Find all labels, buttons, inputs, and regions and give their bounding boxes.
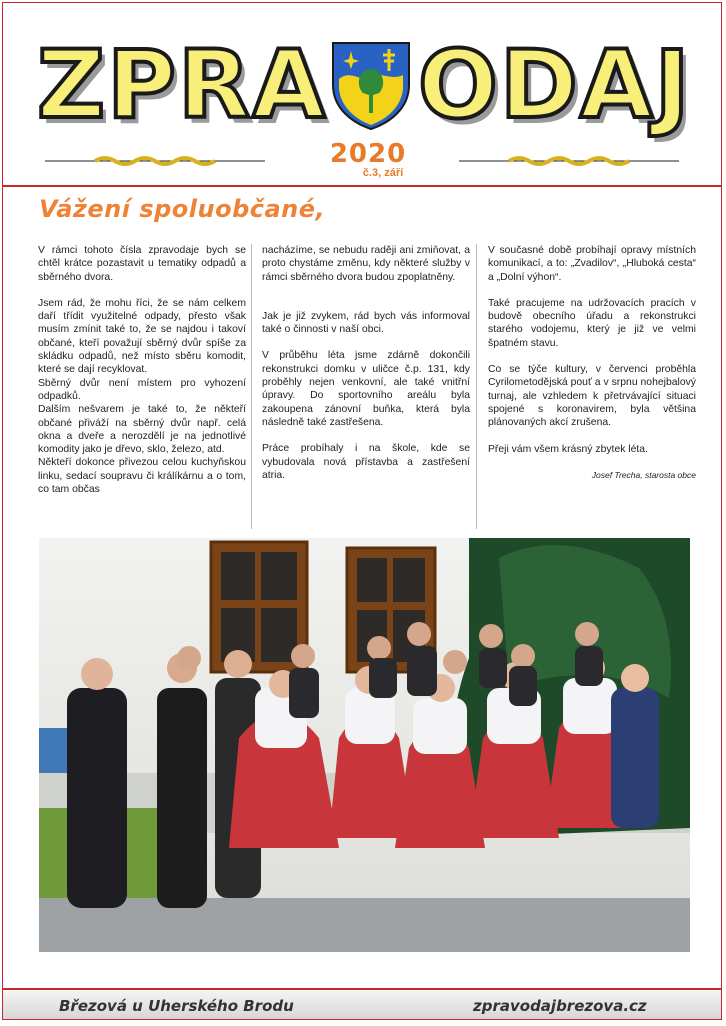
title-left: ZPRA xyxy=(37,31,328,140)
title-right: ODAJ xyxy=(418,31,692,140)
issue-year: 2020 xyxy=(329,139,407,169)
paragraph: Práce probíhaly i na škole, kde se vybudovala nová přístavba a zastřešení atria. xyxy=(262,443,470,481)
paragraph: V rámci tohoto čísla zpravodaje bych se chtěl krátce pozastavit u tematiky odpadů a sběrného dvora. xyxy=(38,245,246,283)
paragraph: V průběhu léta jsme zdárně dokončili rekonstrukci domku v uličce č.p. 131, kdy proběhly nejen venkovní, ale také vnitřní úpravy. Do sportovního areálu byla zakoupena zánovní buňka, která byla následně také zastřešena. xyxy=(262,350,470,428)
paragraph: Jak je již zvykem, rád bych vás informoval také o činnosti v naší obci. xyxy=(262,310,470,336)
article-column-3 xyxy=(488,244,696,482)
paragraph: Dalším nešvarem je také to, že někteří občané přiváží na sběrný dvůr např. celá okna a dveře a nerozdělí je na jednotlivé komodity jako je dřevo, sklo, železo, atd. xyxy=(38,404,246,456)
article-column-2 xyxy=(262,244,470,495)
paragraph: Někteří dokonce přivezou celou kuchyňskou linku, sedací soupravu či králíkárnu a o tom, co tam občas xyxy=(38,457,246,496)
column-divider xyxy=(476,244,477,529)
paragraph: Sběrný dvůr není místem pro vyhození odpadků. xyxy=(38,377,246,402)
paragraph: V současné době probíhají opravy místních komunikací, a to: „Zvadilov“, „Hluboká cesta“ a „Dolní výhon“. xyxy=(488,245,696,283)
top-divider xyxy=(3,185,721,187)
paragraph: Co se týče kultury, v červenci proběhla Cyrilometodějská pouť a v srpnu nohejbalový turnaj, ale vzhledem k přetrvávající situaci spojené s koronavirem, byla většina plánovaných akcí zrušena. xyxy=(488,364,696,429)
paragraph: nacházíme, se nebudu raději ani zmiňovat, a proto chystáme změnu, kdy některé služby v rámci sběrného dvora budou zpoplatněny. xyxy=(262,245,470,283)
article-column-1 xyxy=(38,244,246,496)
masthead xyxy=(3,3,721,185)
group-photo xyxy=(39,538,690,952)
column-divider xyxy=(251,244,252,529)
group-photo-illustration xyxy=(39,538,690,952)
paragraph: Přeji vám všem krásný zbytek léta. xyxy=(488,443,648,455)
author-signature: Josef Trecha, starosta obce xyxy=(591,469,696,480)
footer-village-name: Březová u Uherského Brodu xyxy=(59,997,294,1015)
ornament-right xyxy=(459,153,679,169)
paragraph: Jsem rád, že mohu říci, že se nám celkem daří třídit využitelné odpady, přesto však musím zmínit také to, že se najdou i takoví občané, kteří považují sběrný dvůr spíše za skládku odpadů, než místo sběru komodit, které se dají recyklovat. xyxy=(38,297,246,376)
village-crest-icon xyxy=(329,39,413,131)
newsletter-page xyxy=(2,2,722,1020)
issue-number: č.3, září xyxy=(362,167,404,179)
ornament-left xyxy=(45,153,265,169)
paragraph: Také pracujeme na udržovacích pracích v budově obecního úřadu a rekonstrukci starého vodojemu, který je již ve velmi špatném stavu. xyxy=(488,297,696,349)
bottom-divider xyxy=(3,988,721,990)
footer-website: zpravodajbrezova.cz xyxy=(473,997,647,1015)
greeting-heading: Vážení spoluobčané, xyxy=(39,195,326,223)
